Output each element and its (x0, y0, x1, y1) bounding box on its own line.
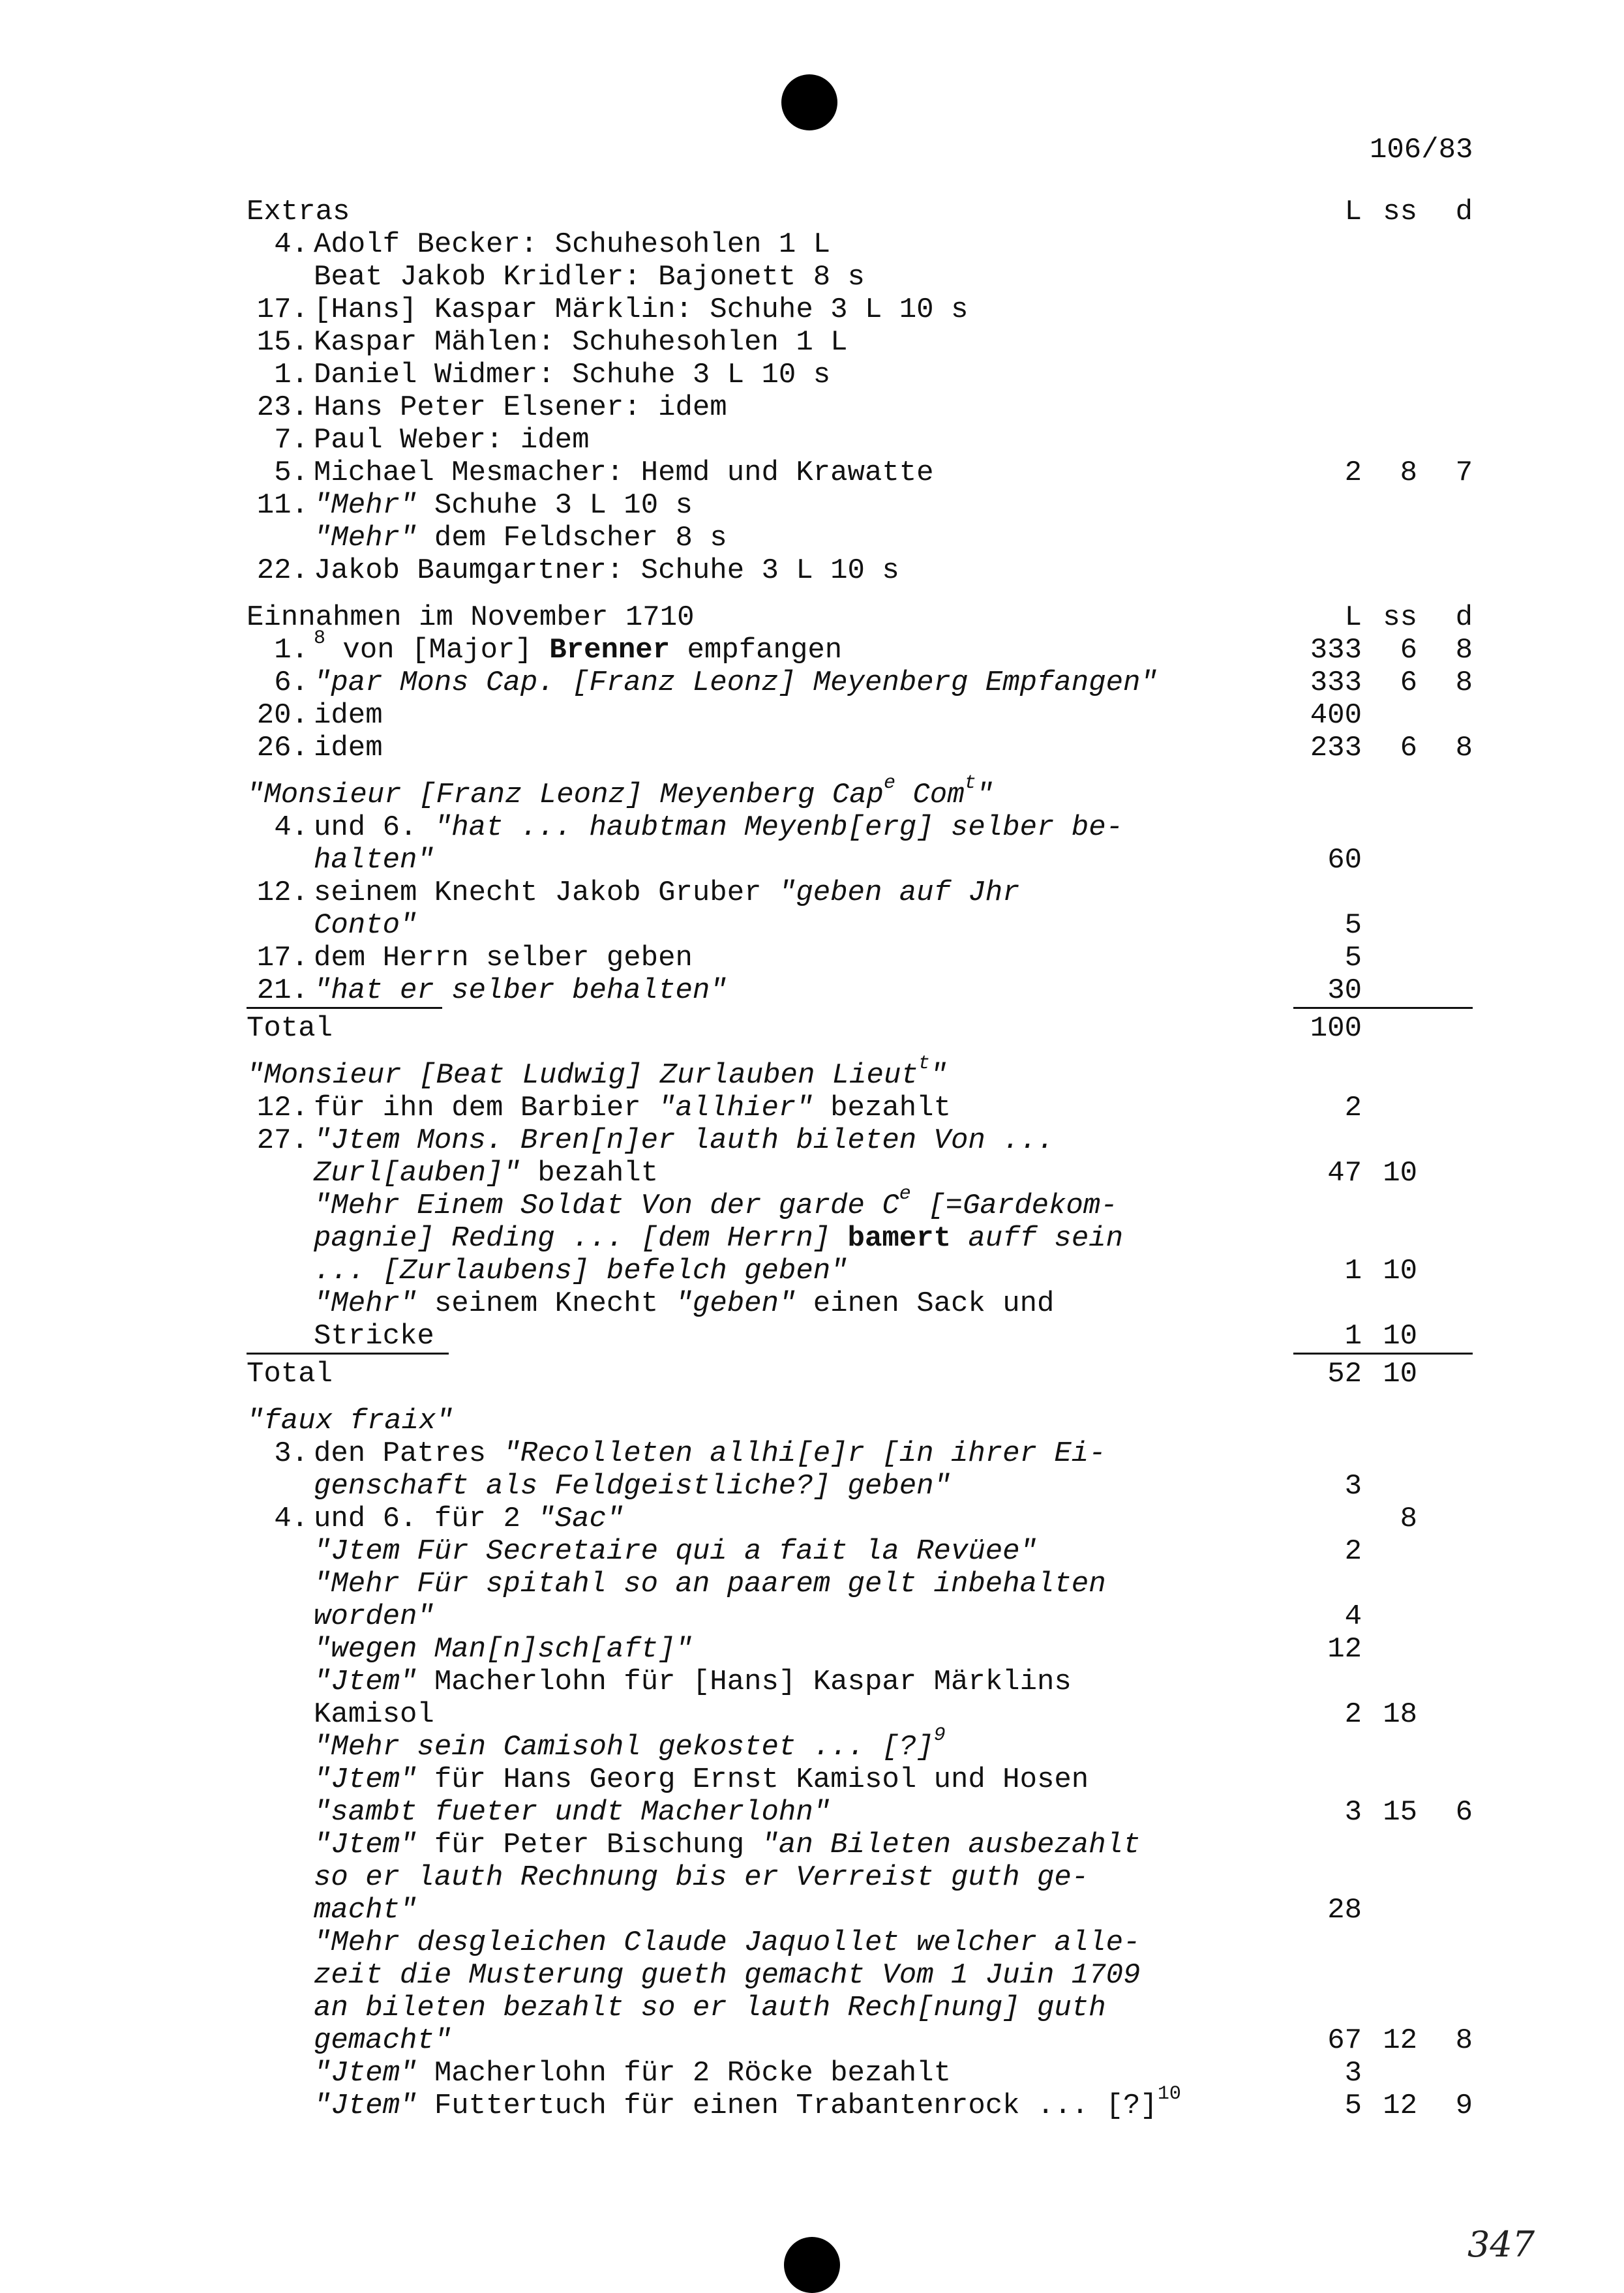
ledger-row: halten" 60 (314, 844, 1362, 877)
ledger-row: "Jtem Für Secretaire qui a fait la Revüee" 2 (314, 1535, 1362, 1568)
punch-hole-top (781, 74, 837, 130)
ledger-row: "Jtem" Macherlohn für [Hans] Kaspar Märklins (314, 1666, 1072, 1698)
ledger-row: 27. "Jtem Mons. Bren[n]er lauth bileten Von ... (256, 1124, 1055, 1157)
ledger-row: 23. Hans Peter Elsener: idem (256, 391, 727, 424)
ledger-row: macht" 28 (314, 1894, 1362, 1926)
ledger-row: 12. seinem Knecht Jakob Gruber "geben auf Jhr (256, 877, 1020, 909)
ledger-row: "Mehr Für spitahl so an paarem gelt inbehalten (314, 1568, 1106, 1600)
ledger-row: an bileten bezahlt so er lauth Rech[nung] guth (314, 1992, 1106, 2024)
ledger-row: "Jtem" für Peter Bischung "an Bileten ausbezahlt (314, 1829, 1141, 1861)
ledger-row: Stricke 1 10 (314, 1320, 1417, 1353)
ledger-row: Kamisol 2 18 (314, 1698, 1417, 1731)
ledger-row: 17. dem Herrn selber geben 5 (256, 942, 1362, 974)
ledger-row: 22. Jakob Baumgartner: Schuhe 3 L 10 s (256, 554, 899, 587)
ledger-row: 11. "Mehr" Schuhe 3 L 10 s (256, 489, 693, 522)
zurlauben-title-row (247, 1053, 1473, 1092)
ledger-row: "Jtem" Macherlohn für 2 Röcke bezahlt 3 (314, 2057, 1362, 2090)
total-rule (247, 1007, 1473, 1010)
ledger-row: 5. Michael Mesmacher: Hemd und Krawatte 2 8 7 (274, 457, 1473, 489)
ledger-row: ... [Zurlaubens] befelch geben" 1 10 (314, 1255, 1417, 1287)
faux-title-row (247, 1405, 1473, 1437)
ledger-row: "Mehr" seinem Knecht "geben" einen Sack und (314, 1287, 1055, 1320)
ledger-row: 4. Adolf Becker: Schuhesohlen 1 L (274, 228, 831, 261)
ledger-row: pagnie] Reding ... [dem Herrn] bamert auff sein (314, 1222, 1124, 1255)
ledger-row: "Mehr desgleichen Claude Jaquollet welcher alle- (314, 1926, 1141, 1959)
total-label: Total (247, 1012, 333, 1045)
ledger-row: 4. und 6. für 2 "Sac" 8 (274, 1503, 1417, 1535)
extras-title: Extras (247, 196, 350, 228)
ledger-row: 4. und 6. "hat ... haubtman Meyenb[erg] selber be- (274, 811, 1124, 844)
ledger-row: 1. $^8$ von [Major] Brenner empfangen 333 6 8 (274, 627, 1473, 667)
ledger-row: Conto" 5 (314, 909, 1362, 942)
ledger-row: Beat Jakob Kridler: Bajonett 8 s (314, 261, 865, 293)
ledger (247, 196, 1473, 2122)
rule-right (1293, 1353, 1473, 1355)
ledger-row: "Mehr sein Camisohl gekostet ... [?]$^9$ (314, 1724, 946, 1763)
total-value: 100 (1310, 1012, 1362, 1045)
ledger-row: 3. den Patres "Recolleten allhi[e]r [in ihrer Ei- (274, 1437, 1106, 1470)
rule-left (247, 1353, 449, 1355)
ledger-row: 6. "par Mons Cap. [Franz Leonz] Meyenberg Empfangen" 333 6 8 (274, 667, 1473, 699)
handwritten-page-stamp: 347 (1467, 2224, 1535, 2265)
ledger-row: 15. Kaspar Mählen: Schuhesohlen 1 L (256, 326, 848, 359)
ledger-row: "wegen Man[n]sch[aft]" 12 (314, 1633, 1362, 1666)
meyenberg-title: "Monsieur [Franz Leonz] Meyenberg Cap$^e$ Com$^t$" (247, 772, 994, 811)
ledger-row: "Mehr" dem Feldscher 8 s (314, 522, 727, 554)
ledger-row: 12. für ihn dem Barbier "allhier" bezahlt 2 (256, 1092, 1362, 1124)
ledger-row: "Jtem" für Hans Georg Ernst Kamisol und Hosen (314, 1763, 1089, 1796)
page-number: 106/83 (1370, 134, 1473, 166)
rule-left (247, 1007, 442, 1009)
extras-header-row (247, 196, 1473, 228)
rule-right (1293, 1007, 1473, 1009)
total-row (247, 1010, 1473, 1045)
total-label: Total (247, 1358, 333, 1390)
col-header-d: d (1455, 196, 1473, 228)
meyenberg-title-row (247, 772, 1473, 811)
ledger-row: "sambt fueter undt Macherlohn" 3 15 6 (314, 1796, 1473, 1829)
ledger-row: 26. idem 233 6 8 (256, 732, 1473, 764)
ledger-row: "Mehr Einem Soldat Von der garde Ce [=Gardekom- (314, 1183, 1118, 1222)
ledger-row: Zurl[auben]" bezahlt 47 10 (314, 1157, 1417, 1190)
ledger-row: 7. Paul Weber: idem (274, 424, 590, 457)
col-header-ss: ss (1383, 196, 1417, 228)
ledger-row: 20. idem 400 (256, 699, 1362, 732)
ledger-row: 21. "hat er selber behalten" 30 (256, 974, 1362, 1007)
faux-title: "faux fraix" (247, 1405, 453, 1437)
einnahmen-title: Einnahmen im November 1710 (247, 601, 695, 634)
ledger-row: 17. [Hans] Kaspar Märklin: Schuhe 3 L 10 s (256, 293, 969, 326)
total-row: Total 52 10 (247, 1358, 1417, 1390)
ledger-row: gemacht" 67 12 8 (314, 2024, 1473, 2057)
col-header-L: L (1344, 196, 1362, 228)
ledger-row: "Jtem" Futtertuch für einen Trabantenrock ... [?]$^{10}$ 5 12 9 (314, 2083, 1473, 2122)
ledger-row: so er lauth Rechnung bis er Verreist guth ge- (314, 1861, 1089, 1894)
einnahmen-header-row: Einnahmen im November 1710 L ss d (247, 601, 1473, 634)
total-rule (247, 1353, 1473, 1355)
ledger-row: worden" 4 (314, 1600, 1362, 1633)
ledger-row: zeit die Musterung gueth gemacht Vom 1 Juin 1709 (314, 1959, 1141, 1992)
ledger-row: genschaft als Feldgeistliche?] geben" 3 (314, 1470, 1362, 1503)
ledger-row: 1. Daniel Widmer: Schuhe 3 L 10 s (274, 359, 831, 391)
punch-hole-bottom (784, 2237, 840, 2293)
zurlauben-title: "Monsieur [Beat Ludwig] Zurlauben Lieut$^t$" (247, 1053, 948, 1092)
